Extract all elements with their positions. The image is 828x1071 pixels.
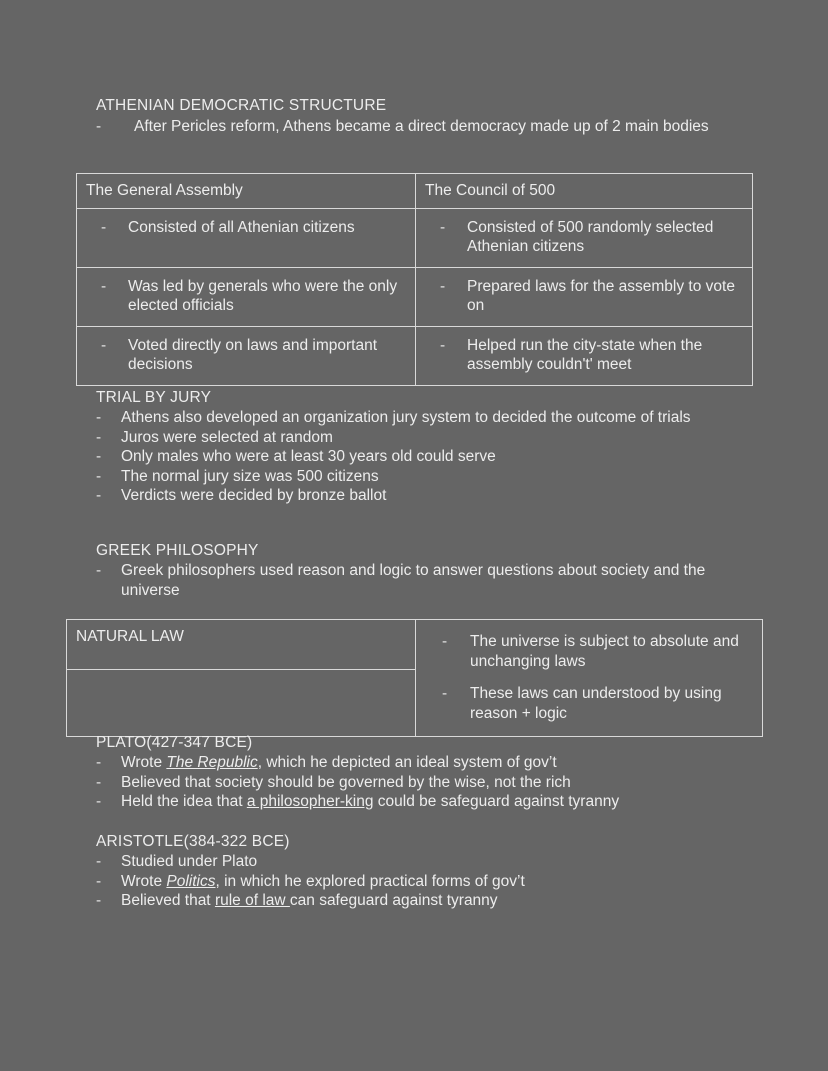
bullet-dash: - <box>442 633 448 650</box>
bullet-dash: - <box>96 467 102 485</box>
list-item <box>96 408 776 428</box>
section-greek-philosophy <box>96 541 706 600</box>
table-cell <box>77 267 416 326</box>
table-cell <box>416 208 753 267</box>
list-item <box>96 773 776 793</box>
section-heading: PLATO(427-347 BCE) <box>96 734 253 751</box>
section-trial-by-jury <box>96 388 776 506</box>
list-item-text: After Pericles reform, Athens became a direct democracy made up of 2 main bodies <box>134 118 709 135</box>
list-item <box>96 792 776 812</box>
table-header-text-left: The General Assembly <box>86 182 243 199</box>
term-emphasis: a philosopher-king <box>246 793 374 810</box>
table-cell <box>416 326 753 385</box>
list-item <box>96 467 776 487</box>
bullet-dash: - <box>442 685 448 702</box>
list-item-text: Athens also developed an organization jury system to decided the outcome of trials <box>121 409 691 426</box>
list-item-text: Voted directly on laws and important decisions <box>128 336 377 373</box>
list-item <box>77 336 405 375</box>
list-item-text: Verdicts were decided by bronze ballot <box>121 487 387 504</box>
cell-content <box>416 268 752 326</box>
bullet-list <box>96 117 756 137</box>
table-natural-law <box>66 619 763 737</box>
list-item <box>96 872 776 892</box>
list-item-text: Juros were selected at random <box>121 428 333 446</box>
cell-content <box>77 327 415 385</box>
table-row <box>77 326 753 385</box>
bullet-dash: - <box>96 872 102 890</box>
bullet-list <box>96 852 776 911</box>
section-athenian-democratic-structure <box>96 96 756 137</box>
list-item-text: Consisted of all Athenian citizens <box>128 218 355 236</box>
list-item <box>416 684 754 723</box>
table-cell <box>77 326 416 385</box>
bullet-dash: - <box>96 562 102 579</box>
title-emphasis: The Republic <box>166 754 258 771</box>
table-header-cell-natural-law <box>67 620 416 670</box>
bullet-dash: - <box>96 773 102 791</box>
bullet-dash: - <box>96 118 102 135</box>
list-item-text: Was led by generals who were the only elected officials <box>128 277 398 314</box>
bullet-dash: - <box>96 409 102 426</box>
list-item-text: These laws can understood by using reason + logic <box>470 685 722 722</box>
table-cell-natural-law-details <box>416 620 763 737</box>
section-plato <box>96 733 776 812</box>
table-cell <box>416 267 753 326</box>
list-item-text <box>121 891 776 911</box>
text-post: , in which he explored practical forms of gov’t <box>215 872 525 890</box>
title-emphasis: Politics <box>166 872 216 890</box>
list-item-text: The universe is subject to absolute and unchanging laws <box>470 633 739 670</box>
list-item <box>77 218 405 238</box>
table-cell-empty <box>67 670 416 737</box>
term-emphasis: rule of law <box>214 892 290 909</box>
list-item-text <box>121 753 776 773</box>
list-item <box>416 218 742 257</box>
cell-content <box>416 620 762 736</box>
text-pre: Wrote <box>121 754 167 771</box>
bullet-list <box>96 408 776 506</box>
cell-content <box>77 209 415 248</box>
list-item <box>77 277 405 316</box>
section-aristotle <box>96 832 776 911</box>
section-heading: GREEK PHILOSOPHY <box>96 542 259 559</box>
section-heading: ARISTOTLE(384-322 BCE) <box>96 833 290 850</box>
list-item <box>96 428 776 448</box>
section-heading: TRIAL BY JURY <box>96 389 212 406</box>
bullet-dash: - <box>96 448 102 465</box>
table-row <box>77 208 753 267</box>
list-item <box>96 447 776 467</box>
table-header-text: NATURAL LAW <box>76 628 184 645</box>
list-item-text: Helped run the city-state when the assembly couldn't' meet <box>467 336 703 373</box>
list-item-text: Consisted of 500 randomly selected Athenian citizens <box>467 218 714 255</box>
list-item <box>96 753 776 773</box>
list-item-text <box>121 872 776 892</box>
list-item <box>96 852 776 872</box>
list-item <box>96 891 776 911</box>
bullet-list <box>96 561 706 600</box>
table-row <box>77 267 753 326</box>
table-cell <box>77 208 416 267</box>
list-item-text <box>121 792 776 812</box>
list-item-text: Prepared laws for the assembly to vote on <box>467 277 735 314</box>
bullet-dash: - <box>101 336 107 354</box>
bullet-dash: - <box>96 428 102 446</box>
bullet-dash: - <box>440 277 446 295</box>
bullet-dash: - <box>101 218 107 236</box>
list-item <box>96 117 756 137</box>
bullet-dash: - <box>96 892 102 909</box>
table-header-text-right: The Council of 500 <box>425 182 556 199</box>
bullet-dash: - <box>440 218 446 236</box>
text-post: could be safeguard against tyranny <box>373 793 620 810</box>
table-header-row <box>77 174 753 209</box>
bullet-dash: - <box>96 487 102 504</box>
cell-content <box>77 268 415 326</box>
text-post: can safeguard against tyranny <box>289 892 498 909</box>
list-item <box>96 486 776 506</box>
text-post: , which he depicted an ideal system of gov’t <box>257 754 557 771</box>
table-header-cell-left <box>77 174 416 209</box>
list-item <box>96 561 706 600</box>
table-header-cell-right <box>416 174 753 209</box>
list-item-text: Only males who were at least 30 years old could serve <box>121 448 496 465</box>
cell-content <box>416 327 752 385</box>
bullet-dash: - <box>96 853 102 870</box>
table-assembly-council <box>76 173 753 386</box>
bullet-dash: - <box>101 277 107 295</box>
bullet-list <box>96 753 776 812</box>
list-item-text: Studied under Plato <box>121 853 258 870</box>
section-heading: ATHENIAN DEMOCRATIC STRUCTURE <box>96 97 387 114</box>
list-item-text: Believed that society should be governed by the wise, not the rich <box>121 773 571 791</box>
text-pre: Believed that <box>121 892 215 909</box>
list-item-text: Greek philosophers used reason and logic to answer questions about society and the universe <box>121 562 706 599</box>
text-pre: Wrote <box>121 872 167 890</box>
list-item <box>416 277 742 316</box>
list-item <box>416 336 742 375</box>
bullet-dash: - <box>440 336 446 354</box>
table-row <box>67 620 763 670</box>
bullet-dash: - <box>96 754 102 771</box>
bullet-dash: - <box>96 793 102 810</box>
text-pre: Held the idea that <box>121 793 247 810</box>
cell-content <box>416 209 752 267</box>
list-item-text: The normal jury size was 500 citizens <box>121 467 379 485</box>
list-item <box>416 632 754 671</box>
